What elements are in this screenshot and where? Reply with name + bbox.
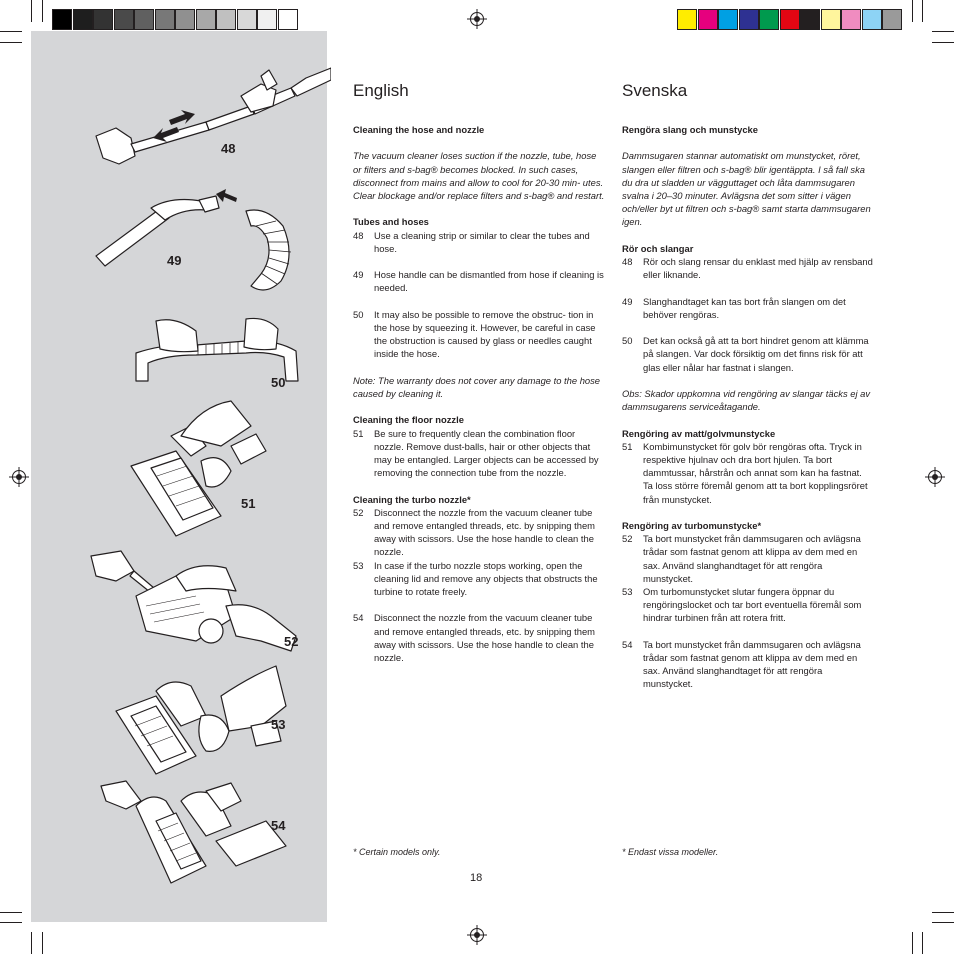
item-text: Be sure to frequently clean the combination floor nozzle. Remove dust-balls, hair or other objects that may be entangled. Larger objects can be accessed by removing the connection tube from the nozzle. [374,427,599,479]
item-text: Slanghandtaget kan tas bort från slangen om det behöver rengöras. [643,295,846,320]
figure-51-illustration [121,396,301,546]
page-number: 18 [470,872,483,884]
color-swatch [841,9,861,30]
illustration-panel [31,31,327,922]
item-text: Use a cleaning strip or similar to clear the tubes and hose. [374,229,590,254]
gray-swatch [278,9,298,30]
registration-mark-top [467,9,487,29]
gray-swatch [52,9,72,30]
english-turbo-heading: Cleaning the turbo nozzle* [353,493,471,505]
svenska-item-49 [622,295,874,321]
english-hose-nozzle-heading: Cleaning the hose and nozzle [353,124,485,135]
item-number: 53 [353,559,364,571]
item-number: 49 [353,269,364,281]
english-note: Note: The warranty does not cover any damage to the hose caused by cleaning it. [353,374,601,399]
color-swatch [677,9,697,30]
figure-53-number: 53 [271,717,286,732]
svenska-hose-nozzle-intro: Dammsugaren stannar automatiskt om munstycket, röret, slangen eller filtren och s-bag® blir igentäppta. I så fall ska du dra ut sladden ur vägguttaget och låta dammsugaren svalna i 20–30 minuter. Avlägsna det som sitter i vägen och/eller byt ut filtren och s-bag® samt starta dammsugaren igen. [622,150,871,228]
color-swatch [759,9,779,30]
english-item-52 [353,506,605,559]
svenska-title: Svenska [622,81,688,100]
english-column [353,81,605,664]
svenska-item-53 [622,585,874,625]
item-number: 48 [622,256,633,267]
svenska-footnote: * Endast vissa modeller. [622,847,719,857]
item-text: Hose handle can be dismantled from hose if cleaning is needed. [374,269,604,294]
item-text: Ta bort munstycket från dammsugaren och avlägsna trådar som fastnat genom att klippa av dem med en sax. Använd slanghandtaget för att rengöra munstycket. [643,533,861,584]
gray-swatch [134,9,154,30]
color-swatch [821,9,841,30]
svenska-item-51 [622,440,874,506]
item-number: 53 [622,586,633,597]
item-number: 51 [353,427,364,439]
item-text: Disconnect the nozzle from the vacuum cleaner tube and remove entangled threads, etc. by snipping them away with scissors. Use the hose handle to clean the nozzle. [374,506,595,558]
item-text: Det kan också gå att ta bort hindret genom att klämma på slangen. Var dock försiktig om det finns risk för att glas eller nålar har fastnat i slangen. [643,335,869,373]
registration-mark-right [925,467,945,487]
gray-swatch [175,9,195,30]
item-text: In case if the turbo nozzle stops working, open the cleaning lid and remove any objects that obstructs the turbine to rotate freely. [374,559,598,597]
figure-52-number: 52 [284,634,299,649]
item-text: Kombimunstycket för golv bör rengöras ofta. Tryck in respektive hjulnav och dra bort hjulen. Ta bort dammtussar, hårstrån och annat som kan ha fastnat. Ta loss större föremål genom att ta bort kopplingsröret från munstycket. [643,440,868,505]
svenska-item-54 [622,638,874,691]
item-number: 51 [622,440,633,452]
color-swatch [780,9,800,30]
item-number: 54 [622,638,633,650]
gray-swatch [93,9,113,30]
item-number: 48 [353,229,364,241]
color-swatch [800,9,820,30]
item-text: It may also be possible to remove the obstruc- tion in the hose by squeezing it. However, be careful in case the obstruction is caused by glass or needles caught inside the hose. [374,308,596,360]
english-floor-heading: Cleaning the floor nozzle [353,414,464,426]
figure-54-number: 54 [271,818,286,833]
english-item-53 [353,559,605,599]
item-text: Rör och slang rensar du enklast med hjälp av rensband eller liknande. [643,256,873,281]
figure-50-illustration [126,311,316,386]
color-swatch [739,9,759,30]
figure-49-illustration [91,186,321,301]
svenska-item-52 [622,532,874,585]
color-swatch [698,9,718,30]
svenska-turbo-heading: Rengöring av turbomunstycke* [622,519,762,531]
english-item-51 [353,427,605,480]
english-title: English [353,81,409,100]
figure-50-number: 50 [271,375,286,390]
svenska-item-50 [622,334,874,374]
gray-swatch [237,9,257,30]
gray-swatch [155,9,175,30]
registration-mark-bottom [467,925,487,945]
english-item-54 [353,611,605,664]
figure-49-number: 49 [167,253,182,268]
english-tubes-heading: Tubes and hoses [353,216,429,228]
item-text: Disconnect the nozzle from the vacuum cleaner tube and remove entangled threads, etc. by snipping them away with scissors. Use the hose handle to clean the nozzle. [374,612,595,663]
figure-52-illustration [86,546,301,656]
item-number: 50 [353,308,364,320]
color-swatch [882,9,902,30]
figure-54-illustration [96,771,291,891]
gray-swatch [257,9,277,30]
figure-48-number: 48 [221,141,236,156]
english-item-49 [353,268,605,294]
item-number: 54 [353,612,364,624]
english-footnote: * Certain models only. [353,847,441,857]
figure-48-illustration [91,66,331,176]
svenska-tubes-heading: Rör och slangar [622,242,694,254]
english-item-48 [353,229,605,255]
color-swatch [862,9,882,30]
svenska-floor-heading: Rengöring av matt/golvmunstycke [622,427,776,439]
item-number: 50 [622,335,633,347]
english-item-50 [353,308,605,361]
svenska-item-48 [622,255,874,281]
svenska-note: Obs: Skador uppkomna vid rengöring av slangar täcks ej av dammsugarens serviceåtagande. [622,387,871,413]
gray-swatch [196,9,216,30]
svenska-column [622,81,874,691]
svenska-hose-nozzle-heading: Rengöra slang och munstycke [622,124,758,135]
item-number: 49 [622,295,633,307]
registration-mark-left [9,467,29,487]
figure-53-illustration [111,656,291,781]
gray-swatch [114,9,134,30]
item-text: Om turbomunstycket slutar fungera öppnar du rengöringslocket och tar bort eventuella föremål som hindrar turbinen från att rotera fritt. [643,586,862,624]
figure-51-number: 51 [241,496,256,511]
item-number: 52 [622,533,633,545]
color-swatch [718,9,738,30]
english-hose-nozzle-intro: The vacuum cleaner loses suction if the nozzle, tube, hose or filters and s-bag® becomes blocked. In such cases, disconnect from mains and allow to cool for 20-30 min- utes. Clear blockage and/or replace filters and s-bag® and restart. [353,150,605,201]
item-number: 52 [353,506,364,518]
gray-swatch [216,9,236,30]
gray-swatch [73,9,93,30]
item-text: Ta bort munstycket från dammsugaren och avlägsna trådar som fastnat genom att klippa av dem med en sax. Använd slanghandtaget för att rengöra munstycket. [643,638,861,690]
